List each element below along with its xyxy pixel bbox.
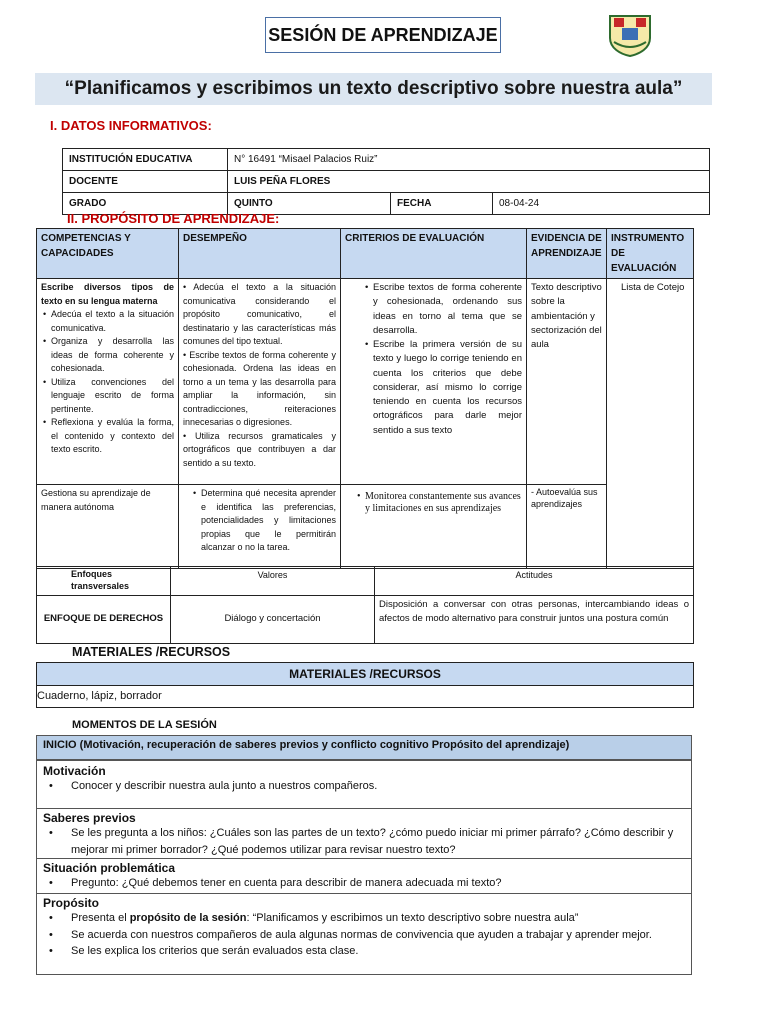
table-row — [63, 171, 710, 193]
list-item: • Conocer y describir nuestra aula junto a nuestros compañeros. — [43, 778, 685, 795]
actitud: Disposición a conversar con otras personas, intercambiando ideas o afectos de modo alternativo para construir juntos una postura común — [375, 596, 694, 644]
list-item: • Se les explica los criterios que serán evaluados esta clase. — [43, 943, 685, 960]
label-cell: GRADO — [63, 193, 228, 215]
datos-table — [62, 148, 710, 215]
section-title: Motivación — [43, 764, 106, 778]
text: : “Planificamos y escribimos un texto descriptivo sobre nuestra aula” — [246, 912, 579, 924]
section-title: Situación problemática — [43, 861, 176, 875]
capacidad: • Organiza y desarrolla las ideas de forma coherente y cohesionada. — [51, 335, 174, 376]
instrumento: Lista de Cotejo — [607, 279, 694, 569]
section-title: Saberes previos — [43, 811, 136, 825]
header-cell: EVIDENCIA DE APRENDIZAJE — [527, 229, 607, 279]
materiales-table — [36, 662, 694, 708]
header-cell: DESEMPEÑO — [179, 229, 341, 279]
competencia: Escribe diversos tipos de texto en su lengua materna — [41, 282, 174, 306]
section-proposito-heading: II. PROPÓSITO DE APRENDIZAJE: — [67, 211, 280, 226]
document-title: SESIÓN DE APRENDIZAJE — [265, 17, 501, 53]
enfoques-table — [36, 566, 694, 644]
evidencia: Texto descriptivo sobre la ambientación y sectorización del aula — [527, 279, 607, 485]
list-item — [43, 910, 685, 927]
momentos-heading: MOMENTOS DE LA SESIÓN — [72, 719, 217, 731]
school-crest-logo — [604, 12, 656, 58]
header-cell: Actitudes — [375, 567, 694, 596]
list-item: • Se les pregunta a los niños: ¿Cuáles son las partes de un texto? ¿cómo puedo iniciar mi primer párrafo? ¿Cómo describir y mejorar mi primer borrador? ¿Qué podemos utilizar para revisar nuestro texto? — [43, 825, 685, 858]
materiales-list: Cuaderno, lápiz, borrador — [37, 686, 694, 708]
desempeno: • Escribe textos de forma coherente y cohesionada. Ordena las ideas en torno a un tema y las desarrolla para ampliar la información, sin contradicciones, reiteraciones innecesarias o digresiones. — [183, 349, 336, 427]
capacidad: • Adecúa el texto a la situación comunicativa. — [51, 308, 174, 335]
table-row — [37, 279, 694, 485]
list-item: • Se acuerda con nuestros compañeros de aula algunas normas de convivencia que ayuden a trabajar y aprender mejor. — [43, 927, 685, 944]
materiales-heading: MATERIALES /RECURSOS — [72, 645, 231, 659]
table-row — [63, 149, 710, 171]
value-cell: LUIS PEÑA FLORES — [228, 171, 710, 193]
label-cell: DOCENTE — [63, 171, 228, 193]
header-cell: INSTRUMENTO DE EVALUACIÓN — [607, 229, 694, 279]
capacidad: • Reflexiona y evalúa la forma, el contenido y contexto del texto escrito. — [51, 416, 174, 457]
header-cell: COMPETENCIAS Y CAPACIDADES — [37, 229, 179, 279]
capacidad: • Utiliza convenciones del lenguaje escrito de forma pertinente. — [51, 376, 174, 417]
table-header-row — [37, 229, 694, 279]
header-cell: MATERIALES /RECURSOS — [37, 663, 694, 686]
proposito-table — [36, 228, 694, 569]
text-bold: propósito de la sesión — [129, 912, 247, 924]
value-cell: 08-04-24 — [493, 193, 710, 215]
header-cell: Enfoques transversales — [37, 567, 171, 596]
evidencia: - Autoevalúa sus aprendizajes — [527, 485, 607, 569]
session-title: “Planificamos y escribimos un texto descriptivo sobre nuestra aula” — [35, 73, 712, 105]
value-cell: QUINTO — [228, 193, 391, 215]
criterio: • Escribe textos de forma coherente y cohesionada, ordenando sus ideas en torno al tema que se desarrolla. — [373, 281, 522, 338]
header-cell: Valores — [171, 567, 375, 596]
list-item: • Pregunto: ¿Qué debemos tener en cuenta para describir de manera adecuada mi texto? — [43, 875, 685, 892]
table-row — [37, 485, 694, 569]
section-title: Propósito — [43, 896, 99, 910]
proposito-section — [36, 893, 692, 975]
label-cell: INSTITUCIÓN EDUCATIVA — [63, 149, 228, 171]
motivacion-section — [36, 760, 692, 809]
enfoque: ENFOQUE DE DERECHOS — [37, 596, 171, 644]
text: Presenta el — [71, 912, 130, 924]
table-header-row — [37, 567, 694, 596]
section-datos-heading: I. DATOS INFORMATIVOS: — [50, 118, 212, 133]
inicio-header: INICIO (Motivación, recuperación de saberes previos y conflicto cognitivo Propósito del aprendizaje) — [36, 735, 692, 760]
desempeno: • Determina qué necesita aprender e identifica las preferencias, potencialidades y limitaciones propias que le permitirán alcanzar o no la tarea. — [201, 487, 336, 555]
criterio: • Monitorea constantemente sus avances y limitaciones en sus aprendizajes — [365, 491, 522, 515]
criterio: • Escribe la primera versión de su texto y luego lo corrige teniendo en cuenta los criterios que debe considerar, así mismo lo corrige teniendo en cuenta los recursos ortográficos para darle mejor sentido a sus texto — [373, 338, 522, 438]
competencia: Gestiona su aprendizaje de manera autónoma — [37, 485, 179, 569]
label-cell: FECHA — [391, 193, 493, 215]
desempeno: • Utiliza recursos gramaticales y ortográficos que contribuyen a dar sentido a su texto. — [183, 430, 336, 468]
situacion-section — [36, 858, 692, 894]
desempeno: • Adecúa el texto a la situación comunicativa considerando el propósito comunicativo, el destinatario y las características más comunes del tipo textual. — [183, 282, 336, 346]
saberes-section — [36, 808, 692, 859]
header-cell: CRITERIOS DE EVALUACIÓN — [341, 229, 527, 279]
table-row — [37, 596, 694, 644]
valor: Diálogo y concertación — [171, 596, 375, 644]
value-cell: N° 16491 “Misael Palacios Ruiz” — [228, 149, 710, 171]
